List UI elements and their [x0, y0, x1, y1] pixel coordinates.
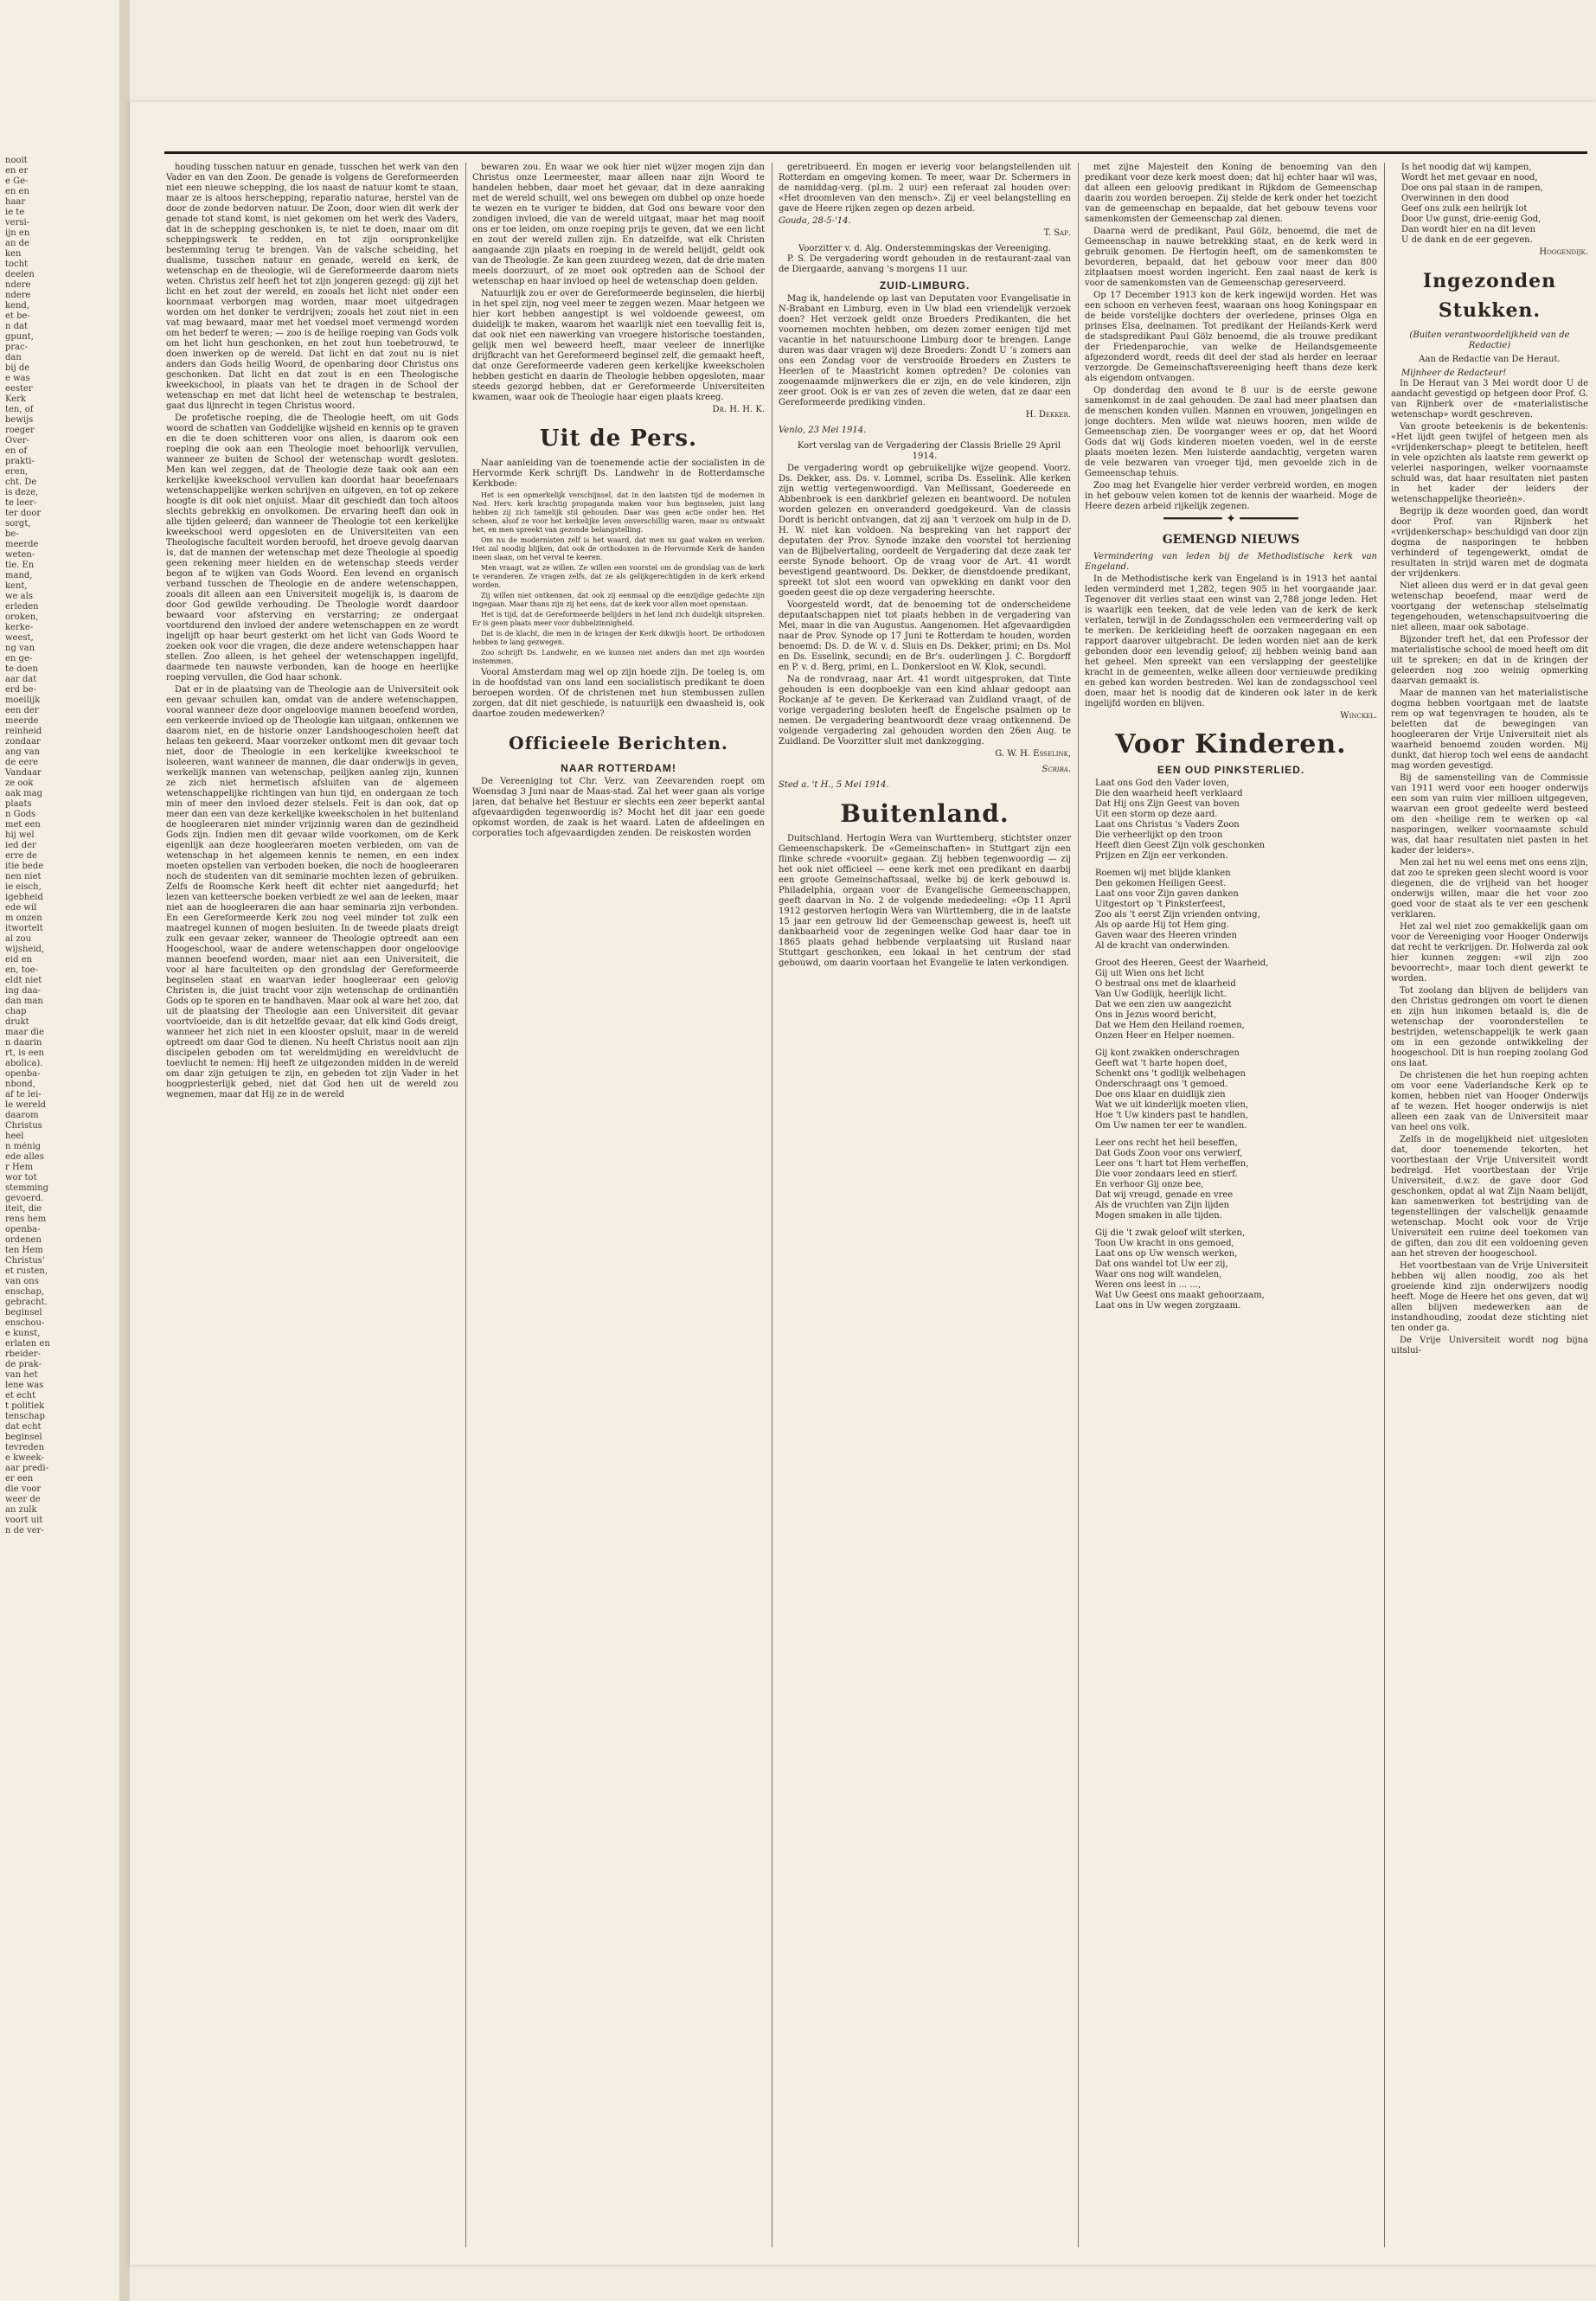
left-page-line-fragment: n dat [5, 322, 29, 331]
column-3 [779, 163, 1071, 2247]
poem-stanzas [1085, 779, 1377, 1311]
notice-place-date: Gouda, 28-5-'14. [779, 216, 851, 226]
left-page-line-fragment: et echt [5, 1391, 36, 1400]
zuid-limburg-place: Venlo, 23 Mei 1914. [779, 426, 867, 435]
left-page-line-fragment: e kweek- [5, 1453, 44, 1463]
letter-addressee: Aan de Redactie van De Heraut. [1419, 355, 1561, 364]
left-page-line-fragment: ede wil [5, 903, 37, 913]
left-page-line-fragment: aar dat [5, 675, 37, 684]
left-page-line-fragment: tevreden [5, 1443, 45, 1452]
paragraph: Begrijp ik deze woorden goed, dan wordt door Prof. van Rijnberk het «vrijdenkerschap» beschuldigd van door zijn dogma de nasporingen te hebben verhinderd of tegengewerkt, omdat de resultaten in strijd waren met de dogmata der vrijdenkers. [1391, 507, 1588, 579]
section-heading-buitenland: Buitenland. [840, 799, 1010, 828]
left-page-line-fragment: eren, [5, 467, 29, 477]
paragraph: Men zal het nu wel eens met ons eens zijn, dat zoo te spreken geen slecht woord is voor diegenen, die de vrijheid van het hooger onderwijs willen, maar die het voor zoo goed voor de staat als te ver een geschenk verklaren. [1391, 858, 1588, 920]
left-page-line-fragment: ede alles [5, 1152, 44, 1162]
column-1 [166, 163, 458, 2247]
gemengd-signature: Winckel. [1340, 711, 1377, 721]
left-page-line-fragment: van ons [5, 1277, 39, 1286]
left-page-line-fragment: n Gods [5, 810, 36, 819]
classis-more: Voorgesteld wordt, dat de benoeming tot de onderscheidene deputaatschappen niet tot plaats hebben in de vergadering van Mei, maar in die van Augustus. Aangenomen. Het afgevaardigden naar de Prov. Synode op 17 Juni te Rotterdam te houden, worden benoemd: Ds. D. de W. v. d. Sluis en Ds. Dekker, primi; en Ds. Mol en Ds. Esselink, secundi; en de Br's. ouderlingen J. C. Borgdorff en P. v. d. Berg, primi, en L. Donkersloot en W. Klok, secundi. [779, 600, 1071, 672]
left-page-line-fragment: aak mag [5, 789, 43, 798]
left-page-line-fragment: en of [5, 446, 28, 456]
poem-line: Gij uit Wien ons het licht [1095, 969, 1204, 978]
poem-line: Onderschraagt ons 't gemoed. [1095, 1080, 1228, 1089]
left-page-line-fragment: dat echt [5, 1422, 42, 1432]
left-page-line-fragment: gebracht. [5, 1298, 48, 1307]
left-page-line-fragment: ied der [5, 841, 36, 850]
classis-text: De vergadering wordt op gebruikelijke wijze geopend. Voorz. Ds. Dekker, ass. Ds. v. Lommel, scriba Ds. Esselink. Alle kerken zijn wettig vertegenwoordigd. Van Mellissant, Goedereede en Abbenbroek is een dankbrief gelezen en beantwoord. De notulen worden gelezen en onveranderd goedgekeurd. Van de classis Dordt is bericht ontvangen, dat zij aan 't verzoek om hulp in de D. H. W. niet kan voldoen. Na bespreking van het rapport der deputaten der Prov. Synode inzake den voorstel tot herziening van de Bijbelvertaling, oordeelt de Vergadering dat deze zaak ter eerste Synode behoort. Op de vraag voor de Art. 41 wordt bevestigend geantwoord. Ds. Dekker, de dienstdoende predikant, spreekt tot slot een woord van opwekking en dankt voor den goeden geest die op deze vergadering heerschte. [779, 464, 1071, 598]
left-page-line-fragment: moeilijk [5, 695, 41, 705]
poem-line: Dat Gods Zoon voor ons verwierf, [1095, 1149, 1243, 1158]
classis-heading: Kort verslag van de Vergadering der Classis Brielle 29 April 1914. [797, 441, 1061, 461]
paragraph: Zelfs in de mogelijkheid niet uitgesloten dat, door toenemende tekorten, het voortbestaan der Vrije Universiteit wordt bedreigd. Het voortbestaan der Vrije Universiteit, d.w.z. de gave door God geschonken, opdat al wat Zijn Naam belijdt, kan samenwerken tot bestrijding van de tegenstellingen der valschelijk genaamde wetenschap. Mocht ook voor de Vrije Universiteit een ruime deel toekomen van de giften, dan zou dit een voldoening geven aan het streven der hoogeschool. [1391, 1135, 1588, 1259]
left-page-line-fragment: wor tot [5, 1173, 37, 1183]
left-page-line-fragment: ordenen [5, 1235, 42, 1245]
left-page-line-fragment: ndere [5, 291, 31, 300]
poem-stanza [1095, 1138, 1377, 1221]
poem-line: Hoe 't Uw kinders past te handlen, [1095, 1111, 1248, 1120]
left-page-line-fragment: nen niet [5, 872, 42, 881]
left-page-line-fragment: Over- [5, 436, 29, 445]
left-page-line-fragment: hij wel [5, 830, 35, 840]
poem-line: Leer ons recht het heil beseffen, [1095, 1138, 1238, 1148]
left-page-line-fragment: t politiek [5, 1401, 45, 1411]
left-page-line-fragment: gevoerd. [5, 1194, 44, 1203]
paragraph: In De Heraut van 3 Mei wordt door U de aandacht gevestigd op hetgeen door Prof. G. van Rijnberk over de «materialistische wetenschap» wordt geschreven. [1391, 379, 1588, 420]
poem-line: Toon Uw kracht in ons gemoed, [1095, 1239, 1234, 1248]
left-page-line-fragment: roeger [5, 426, 35, 435]
poem-line: Gij kont zwakken onderschragen [1095, 1048, 1240, 1058]
article-signature: Dr. H. H. K. [712, 405, 765, 414]
poem-line: Dan wordt hier en na dit leven [1401, 225, 1536, 234]
left-page-line-fragment: die voor [5, 1484, 42, 1494]
left-page-line-fragment: tocht [5, 260, 29, 269]
left-page-line-fragment: en en [5, 187, 29, 196]
paragraph: Tot zoolang dan blijven de belijders van den Christus gedrongen om voort te dienen en zijn hun inkomen betaald is, die de wetenschap der vooronderstellen te bestrijden, wetenschappelijk te werk gaan om in een gezonde ontwikkeling der hoogeschool. Dit is hun roeping zoolang God ons laat. [1391, 986, 1588, 1068]
left-page-edge [0, 0, 121, 2301]
poem-line: Gij die 't zwak geloof wilt sterken, [1095, 1228, 1246, 1238]
left-page-line-fragment: ie te [5, 208, 25, 217]
left-page-line-fragment: bewijs [5, 415, 34, 425]
left-page-line-fragment: abolica). [5, 1059, 43, 1068]
left-page-line-fragment: erd be- [5, 685, 36, 695]
poem-line: Wat we uit kinderlijk moeten vlien, [1095, 1100, 1249, 1110]
poem-line: Heeft dien Geest Zijn volk geschonken [1095, 841, 1266, 850]
buitenland-text: Duitschland. Hertogin Wera van Wurttemberg, stichtster onzer Gemeenschapskerk. De «Gemeinschaften» in Stuttgart zijn een flinke schrede «vooruit» gegaan. Zij hebben tegenwoordig — zij het ook niet officieel — eene kerk met een predikant en daarbij een groote Gemeinschaftssaal, welke bij de kerk gebouwd is. Philadelphia, orgaan voor de Evangelische Gemeenschappen, geeft daarvan in No. 2 de volgende mededeeling: «Op 11 April 1912 gestorven hertogin Wera van Württemberg, die in de laatste 15 jaar een getrouw lid der Gemeenschap geweest is, heeft uit dankbaarheid voor de zegeningen welke God haar daar toe in 1865 plaats gehad hebbende verplaatsing uit Rusland naar Stuttgart geschonken, een lokaal in het centrum der stad gebouwd, om daarin voortaan het Evangelie te laten verkondigen. [779, 834, 1071, 968]
poem-line: Laat ons God den Vader loven, [1095, 779, 1230, 788]
poem-final-stanza [1391, 163, 1588, 246]
press-intro: Naar aanleiding van de toenemende actie der socialisten in de Hervormde Kerk schrijft Ds. Landwehr in de Rotterdamsche Kerkbode: [472, 458, 765, 489]
poem-stanza [1095, 779, 1377, 862]
paragraph: Men vraagt, wat ze willen. Ze willen een voorstel om de grondslag van de kerk te veranderen. Ze vragen zelfs, dat ze als gelijkgerechtigden in de kerk erkend worden. [472, 564, 765, 589]
column-rule [465, 163, 466, 2247]
left-page-line-fragment: bij de [5, 363, 30, 373]
left-page-line-fragment: daarom [5, 1111, 39, 1120]
poem-line: Schenkt ons 't godlijk welbehagen [1095, 1069, 1246, 1079]
buitenland-cont-1: met zijne Majesteit den Koning de benoeming van den predikant voor deze kerk moest doen; dat hij echter haar wil was, dat alleen een geloovig predikant in Rijkdom de Gemeenschap daarin zou worden beroepen. Zij stelde de kerk onder het toezicht van de gemeenschap en bepaalde, dat het gebouw tevens voor samenkomsten der Gemeenschap zal dienen. [1085, 163, 1377, 224]
paragraph: houding tusschen natuur en genade, tusschen het werk van den Vader en van den Zoon. De genade is volgens de Gereformeerden niet een nieuwe schepping, die los naast de natuur komt te staan, maar ze is altoos herschepping, reparatio naturae, herstel van de door de zonde bedorven natuur. De Zoon, door wien dit werk der genade tot stand komt, is niet gekomen om het werk des Vaders, dat in de schepping geschonken is, te niet te doen, maar om dit scheppingswerk te redden, en tot zijn oorspronkelijke bestemming terug te brengen. Van de valsche scheiding, het dualisme, tusschen natuur en genade, wereld en kerk, de wetenschap en de theologie, wil de Gereformeerde daarom niets weten. Christus zelf heeft het tot zijn jongeren gezegd: gij zijt het licht en het zout der wereld, en zooals het licht niet onder een koornmaat verborgen mag worden, maar moet uitgedragen worden om het donker te verdrijven; zooals het zout niet in een vat mag bewaard, maar met het voedsel moet vermengd worden om het bederf te weren; — zoo is de heilige roeping van Gods volk om het licht hun geschonken, en het zout hun toebetrouwd, te doen inwerken op de wereld. Dat licht en dat zout nu is niet anders dan Gods heilig Woord, de openbaring door Christus ons geschonken. Dat licht en dat zout is en een Theologische kweekschool, in plaats van het te dragen in de School der wetenschap en met dat licht heel de wetenschap te bestralen, gaat dus lijnrecht in tegen Christus woord. [166, 163, 458, 411]
left-page-line-fragment: mand, [5, 571, 33, 580]
poem-line: U de dank en de eer gegeven. [1401, 235, 1533, 245]
left-page-line-fragment: erleden [5, 602, 39, 612]
poem-line: Weren ons leest in ... ..., [1095, 1280, 1202, 1290]
left-page-line-fragment: igebheid [5, 893, 43, 902]
notice-ps: P. S. De vergadering wordt gehouden in de restaurant-zaal van de Diergaarde, aanvang 's morgens 11 uur. [779, 254, 1071, 274]
left-page-line-fragment: weest, [5, 633, 34, 643]
left-page-line-fragment: gpunt, [5, 332, 34, 342]
left-page-line-fragment: et rusten, [5, 1266, 48, 1276]
left-page-line-fragment: prac- [5, 343, 29, 352]
gemengd-subheading: Vermindering van leden bij de Methodistische kerk van Engeland. [1085, 552, 1377, 572]
paragraph: bewaren zou. En waar we ook hier niet wijzer mogen zijn dan Christus onze Leermeester, maar alleen naar zijn Woord te handelen hebben, daar moet het gevaar, dat in deze aanraking met de wereld schuilt, wel ons bewegen om dubbel op onze hoede te wezen en te vuriger te bidden, dat God ons beware voor den zondigen invloed, die van de wereld uitgaat, maar het mag nooit ons er toe leiden, om onze roeping prijs te geven, dat we een licht en zout der wereld zullen zijn. En datzelfde, wat elk Christen aangaande zijn plaats en roeping in de wereld belijdt, geldt ook van de Theologie. Ze kan geen zuurdeeg wezen, dat de drie maten meels doorzuurt, of ze moet ook optreden aan de School der wetenschap en haar invloed op heel de wetenschap doen gelden. [472, 163, 765, 286]
left-page-line-fragment: al zou [5, 934, 32, 944]
left-page-line-fragment: ijn en [5, 228, 30, 238]
paragraph: Van groote beteekenis is de bekentenis: «Het lijdt geen twijfel of hetgeen men als «vrijdenkerschap» pleegt te betitelen, heeft in vele opzichten als laatste rem gewerkt op velerlei nasporingen, welker voornaamste schuld was, dat haar resultaten niet pasten in het kader der leiders der wetenschappelijke theorieën». [1391, 422, 1588, 504]
poem-line: Onzen Heer en Helper noemen. [1095, 1031, 1235, 1041]
classis-place: Sted a. 't H., 5 Mei 1914. [779, 780, 889, 790]
left-page-line-fragment: en ge- [5, 654, 33, 663]
poem-line: Uit een storm op deze aard. [1095, 810, 1218, 819]
paragraph: Bij de samenstelling van de Commissie van 1911 werd voor een hooger onderwijs een som van ruim vier millioen uitgegeven, waarvan een groot gedeelte werd besteed om den «heilige rem te werken op «al nasporingen, welker voornaamste schuld was, dat haar resultaten niet pasten in het kader der leiders». [1391, 773, 1588, 856]
left-page-line-fragment: ze ook [5, 779, 34, 788]
poem-line: Doe ons pal staan in de rampen, [1401, 183, 1543, 193]
left-page-line-fragment: maar die [5, 1028, 44, 1037]
left-page-text-fragments [5, 156, 107, 1536]
left-page-line-fragment: be- [5, 529, 19, 539]
left-page-line-fragment: ken [5, 249, 22, 259]
left-page-line-fragment: beginsel [5, 1433, 42, 1442]
left-page-line-fragment: eester [5, 384, 33, 394]
poem-line: Als op aarde Hij tot Hem ging. [1095, 920, 1229, 930]
notice-signature-role: Voorzitter v. d. Alg. Onderstemmingskas der Vereeniging. [798, 244, 1051, 253]
poem-stanza [1095, 1048, 1377, 1131]
poem-signature: Hoogendijk. [1539, 247, 1588, 257]
section-heading-ingezonden-stukken: Ingezonden Stukken. [1422, 270, 1557, 322]
header-rule [164, 151, 1587, 154]
left-page-line-fragment: n ménig [5, 1142, 42, 1151]
zuid-limburg-signature: H. Dekker. [1025, 410, 1071, 420]
notice-rotterdam-cont: geretribueerd. En mogen er ieverig voor belangstellenden uit Rotterdam en omgeving komen. Te meer, waar Dr. Schermers in de namiddag-verg. (pl.m. 2 uur) een referaat zal houden over: «Het droomleven van den mensch». Zij er veel belangstelling en gave de Heere rijken zegen op dezen arbeid. [779, 163, 1071, 214]
buitenland-cont-5: Zoo mag het Evangelie hier verder verbreid worden, en mogen in het gebouw velen komen tot de kennis der waarheid. Moge de Heere dezen arbeid rijkelijk zegenen. [1085, 481, 1377, 511]
poem-line: Den gekomen Heiligen Geest. [1095, 879, 1227, 888]
poem-line: Geef ons zulk een heilrijk lot [1401, 204, 1528, 214]
poem-line: Om Uw namen ter eer te wandlen. [1095, 1121, 1247, 1131]
left-page-line-fragment: een der [5, 706, 39, 715]
left-page-line-fragment: de eere [5, 758, 39, 767]
left-page-line-fragment: rt, is een [5, 1048, 44, 1058]
left-page-line-fragment: oroken, [5, 612, 39, 622]
paragraph: Het is tijd, dat de Gereformeerde belijders in het land zich duidelijk uitspreken. Er is geen plaats meer voor dubbelzinnigheid. [472, 611, 765, 627]
left-page-line-fragment: enschou- [5, 1318, 45, 1328]
left-page-line-fragment: kend, [5, 301, 29, 311]
paragraph: Natuurlijk zou er over de Gereformeerde beginselen, die hierbij in het spel zijn, nog veel meer te zeggen wezen. Maar hetgeen we hier kort hebben aangestipt is wel voldoende geweest, om duidelijk te maken, waarom het waarlijk niet een toevallig feit is, dat ook niet een nawerking van vroegere historische toestanden, gelijk men wel beweerd heeft, maar veeleer de innerlijke drijfkracht van het Gereformeerd beginsel zelf, die gemaakt heeft, dat onze Gereformeerde vaderen geen kerkelijke kweekscholen hebben gesticht en daarin de Theologie hebben opgesloten, maar steeds gezorgd hebben, dat er Gereformeerde Universiteiten kwamen, waar ook de Theologie haar eigen plaats kreeg. [472, 289, 765, 402]
left-page-line-fragment: erlaten en [5, 1339, 50, 1349]
left-page-line-fragment: Christus [5, 1121, 42, 1131]
notice-signature: T. Sap. [1043, 228, 1071, 238]
left-page-line-fragment: beginsel [5, 1308, 42, 1317]
column-4 [1085, 163, 1377, 2247]
press-quote [472, 491, 765, 666]
left-page-line-fragment: met een [5, 820, 41, 830]
letter-salutation: Mijnheer de Redacteur! [1401, 369, 1507, 378]
left-page-line-fragment: le wereld [5, 1100, 47, 1110]
right-page [130, 102, 1596, 2265]
left-page-line-fragment: ndere [5, 280, 31, 290]
poem-line: Dat Hij ons Zijn Geest van boven [1095, 799, 1240, 809]
poem-line: Dat wij vreugd, genade en vree [1095, 1190, 1234, 1200]
left-page-line-fragment: heel [5, 1131, 24, 1141]
left-page-line-fragment: te leer- [5, 498, 37, 508]
column-rule [1078, 163, 1079, 2247]
left-page-line-fragment: zondaar [5, 737, 41, 747]
column-rule [1384, 163, 1385, 2247]
left-page-line-fragment: itwortelt [5, 924, 43, 933]
left-page-line-fragment: ang van [5, 747, 41, 757]
poem-line: Doe ons klaar en duidlijk zien [1095, 1090, 1226, 1099]
paragraph: Het zal wel niet zoo gemakkelijk gaan om voor de Vereeniging voor Hooger Onderwijs dat recht te verkrijgen. Dr. Holwerda zal ook hier kunnen zeggen: «wil zijn zoo bevoorrecht», maar toch dient gewerkt te worden. [1391, 922, 1588, 984]
left-page-line-fragment: et be- [5, 311, 30, 321]
left-page-line-fragment: an de [5, 239, 29, 248]
left-page-line-fragment: en er [5, 166, 29, 176]
left-page-line-fragment: itie bede [5, 862, 44, 871]
left-page-line-fragment: openba- [5, 1069, 41, 1079]
left-page-line-fragment: kerke- [5, 623, 34, 632]
poem-line: Dat we Hem den Heiland roemen, [1095, 1021, 1245, 1030]
poem-line: En verhoor Gij onze bee, [1095, 1180, 1204, 1189]
left-page-line-fragment: weten- [5, 550, 35, 560]
poem-line: Leer ons 't hart tot Hem verheffen, [1095, 1159, 1249, 1169]
poem-line: Wordt het met gevaar en nood, [1401, 173, 1538, 183]
left-page-line-fragment: reinheid [5, 727, 42, 736]
poem-line: Van Uw Godlijk, heerlijk licht. [1095, 990, 1227, 999]
paragraph: Zoo schrijft Ds. Landwehr, en we kunnen niet anders dan met zijn woorden instemmen. [472, 649, 765, 665]
poem-line: Dat ons wandel tot Uw eer zij, [1095, 1259, 1228, 1269]
paragraph: Dat er in de plaatsing van de Theologie aan de Universiteit ook een gevaar schuilen kan, omdat van de andere wetenschappen, vooral wanneer deze door ongeloovige mannen beoefend worden, een verkeerde invloed op de Theologie kan uitgaan, ontkennen we daarom niet, en de historie onzer Landshoogescholen heeft dat helaas ten gekeerd. Maar voorzeker ontkomt men dit gevaar toch niet, door de Theologie in een kerkelijke kweekschool te isoleeren, want wanneer de mannen, die daar onderwijs in geven, werkelijk mannen van wetenschap, peiljken aanleg zijn, kunnen ze zich niet hermetisch afsluiten van de algemeen wetenschappelijke richtingen van hun tijd, en ondergaan ze toch min of meer den invloed dezer stelsels. Feit is dan ook, dat op meer dan een van deze kerkelijke kweekscholen in het buitenland de hoogleeraren niet minder vrijzinnig waren dan de gezindheid Gods zijn. Indien men dit gevaar wilde voorkomen, om de Kerk eigenlijk aan deze hoogleeraren moeten verbieden, om van de wetenschap in het algemeen kennis te nemen, en een index moeten opstellen van verboden boeken, die noch de hoogleeraren noch de studenten van dit seminarie mochten lezen of gebruiken. Zelfs de Roomsche Kerk heeft dit echter niet aangedurfd; het lezen van ketteersche boeken verbiedt ze wel aan de leeken, maar niet aan de hoogleeraren die aan haar seminaria zijn verbonden. En een Gereformeerde Kerk zou nog veel minder tot zulk een maatregel kunnen of mogen besluiten. In de tweede plaats dreigt zulk een gevaar zeker, wanneer de Theologie optreedt aan een Hoogeschool, waar de andere wetenschappen door ongeloovige mannen beoefend worden, maar niet aan een Universiteit, die voor al hare faculteiten op den grondslag der Gereformeerde beginselen staat en waarvan ieder hoogleeraar een gelovig Christen is, die juist tracht voor zijn wetenschap de ordinantiën Gods op te sporen en te handhaven. Maar ook al ware het zoo, dat uit de plaatsing der Theologie aan een Universiteit dit gevaar voortvloeide, dan is dit hetzelfde gevaar, dat elk kind Gods dreigt, wanneer het zich niet in een klooster opsluit, maar in de wereld optreedt om daar God te dienen. Nu heeft Christus nooit aan zijn discipelen geboden om tot wereldmijding en wereldvlucht de toevlucht te nemen: Hij heeft ze uitgezonden midden in de wereld om daar zijn getuigen te zijn, en gebeden tot zijn Vader in het hoogpriesterlijk gebed, niet dat God hen uit de wereld zou wegnemen, maar dat Hij ze in de wereld [166, 685, 458, 1099]
poem-line: Dat we een zien uw aangezicht [1095, 1000, 1232, 1009]
left-page-line-fragment: is deze, [5, 488, 39, 497]
letter-body [1391, 379, 1588, 1356]
press-closing: Vooral Amsterdam mag wel op zijn hoede zijn. De toeleg is, om in de hoofdstad van ons land een socialistisch predikant te doen beroepen worden. Of de christenen met hun stembussen zullen zorgen, dat dit niet geschiede, is natuurlijk een dwaasheid is, ook daartoe zouden medewerken? [472, 668, 765, 719]
poem-line: Zoo als 't eerst Zijn vrienden ontving, [1095, 910, 1260, 920]
left-page-line-fragment: e kunst, [5, 1329, 41, 1338]
section-heading-officieele-berichten: Officieele Berichten. [509, 733, 728, 753]
poem-line: Laat ons in Uw wegen zorgzaam. [1095, 1301, 1241, 1311]
left-page-line-fragment: meerde [5, 540, 39, 549]
left-page-line-fragment: e Ge- [5, 176, 29, 186]
paragraph: Het voortbestaan van de Vrije Universiteit hebben wij allen noodig, zoo als het groeiende kind zijn onderwijzers noodig heeft. Moge de Heere het ons geven, dat wij allen blijven medewerken aan de instandhouding, zoodat deze stichting niet ten onder ga. [1391, 1261, 1588, 1333]
left-page-line-fragment: erre de [5, 851, 37, 861]
left-page-line-fragment: tenschap [5, 1412, 45, 1421]
left-page-line-fragment: de prak- [5, 1360, 42, 1369]
poem-line: Uitgestort op 't Pinksterfeest, [1095, 900, 1226, 909]
left-page-line-fragment: eid en [5, 955, 33, 965]
left-page-line-fragment: af te lei- [5, 1090, 42, 1099]
left-page-line-fragment: iteit, die [5, 1204, 42, 1214]
left-page-line-fragment: deelen [5, 270, 35, 279]
poem-line: Mogen smaken in alle tijden. [1095, 1211, 1222, 1221]
buitenland-cont-4: Op donderdag den avond te 8 uur is de eerste gewone samenkomst in de zaal gehouden. De zaal had meer plaatsen dan de menschen konden vullen. Mannen en vrouwen, jongelingen en jonge dochters. Men wilde wat nieuws hooren, men wilde de Gemeenschap zien. De voorganger wees er op, dat het Woord Gods dat wij Gods kinderen moeten voeden, wel in de eerste plaats moeten lezen. Men luisterde aandachtig, vergeten waren de vele bezwaren van vroeger tijd, men gevoelde zich in de Gemeenschap tehuis. [1085, 386, 1377, 478]
article-continued [472, 163, 765, 403]
poem-title: EEN OUD PINKSTERLIED. [1157, 764, 1305, 776]
paragraph: Dat is de klacht, die men in de kringen der Kerk dikwijls hoort. De orthodoxen hebben te lang gezwegen. [472, 630, 765, 646]
poem-line: Waar ons nog wilt wandelen, [1095, 1270, 1222, 1279]
classis-end: Na de rondvraag, naar Art. 41 wordt uitgesproken, dat Tinte gehouden is een doopboekje van een kind ahlaar gedoopt aan Rockanje af te geven. De Kerkeraad van Zuidland vraagt, of de vorige vergadering besloten heeft de Engelsche psalmen op te nemen. De vergadering beantwoordt deze vraag ontkennend. De volgende vergadering zal gehouden worden den 26en Aug. te Zuidland. De Voorzitter sluit met dankzegging. [779, 675, 1071, 747]
poem-line: Die voor zondaars leed en stierf. [1095, 1170, 1238, 1179]
left-page-line-fragment: Kerk [5, 394, 26, 404]
ingezonden-disclaimer: (Buiten verantwoordelijkheid van de Redactie) [1409, 330, 1570, 350]
left-page-line-fragment: plaats [5, 799, 32, 809]
poem-line: Ons in Jezus woord bericht, [1095, 1010, 1217, 1020]
poem-line: Is het noodig dat wij kampen, [1401, 163, 1532, 172]
paragraph: Maar de mannen van het materialistische dogma hebben voortgaan met de laatste rem op wat tegenvragen te houden, als te beletten dat de bewegingen van hoogleeraren der Vrije Universiteit niet als waarheid benoemd zouden worden. Mij dunkt, dat hierop toch wel eens de aandacht mag worden gevestigd. [1391, 689, 1588, 771]
column-2 [472, 163, 765, 2247]
paragraph: De profetische roeping, die de Theologie heeft, om uit Gods woord de schatten van Goddelijke wijsheid en kennis op te graven en die te doen schitteren voor ons allen, is daarom ook een roeping die ook aan een Theologie moet behoorlijk vervullen, wanneer ze buiten de School der wetenschap wordt gesloten. Men kan wel zeggen, dat de Theologie deze taak ook aan een kerkelijke kweekschool vervullen kan doordat haar beoefenaars wetenschappelijke werken schrijven en uitgeven, en tot op zekere hoogte is dit ook niet onjuist. Maar dit geschiedt dan toch altoos slechts gebrekkig en onvolkomen. De ervaring heeft dan ook in alle tijden geleerd; dan wanneer de Theologie tot een kerkelijke kweekschool werd opgesloten en de Universiteiten van een Theologische faculteit worden beroofd, het droeve gevolg daarvan is, dat de mannen der wetenschap met deze Theologie al spoedig geen rekening meer hielden en de wetenschap steeds verder begon af te wijken van Gods Woord. Een levend en organisch verband tusschen de Theologie en de andere wetenschappen, zooals dit alleen aan een Universiteit mogelijk is, is daarom de door God gewilde verhouding. De Theologie wordt daardoor bewaard voor afsterving en verstarring; ze ondergaat voortdurend den invloed der andere wetenschappen en ze wordt ingelijft op haar beurt gesterkt om het licht van Gods Woord te zoeken ook voor die vragen, die deze andere wetenschappen haar stellen. Zoo alleen, is het geheel der wetenschappen ingelijfd, daarmede ten nauwste verbonden, kan de hooge en heerlijke roeping vervullen, die God haar schonk. [166, 413, 458, 683]
poem-line: Als de vruchten van Zijn lijden [1095, 1201, 1230, 1210]
left-page-line-fragment: versi- [5, 218, 30, 228]
left-page-line-fragment: er een [5, 1474, 34, 1484]
poem-line: Al de kracht van onderwinden. [1095, 941, 1231, 951]
left-page-line-fragment: ten Hem [5, 1246, 43, 1255]
left-page-line-fragment: lene was [5, 1381, 44, 1390]
poem-line: Laat ons op Uw wensch werken, [1095, 1249, 1238, 1259]
notice-rotterdam-text: De Vereeniging tot Chr. Verz. van Zeevarenden roept om Woensdag 3 Juni naar de Maas-stad. Zal het weer gaan als vorige jaren, dat behalve het Bestuur er slechts een zeer beperkt aantal afgevaardigden tegenwoordig is? Mocht het dit jaar een goede opkomst worden, de zaak is het waard. Laten de afdeelingen en corporaties toch afgevaardigden zenden. De reiskosten worden [472, 777, 765, 838]
section-heading-voor-kinderen: Voor Kinderen. [1115, 729, 1347, 760]
zuid-limburg-text: Mag ik, handelende op last van Deputaten voor Evangelisatie in N-Brabant en Limburg, even in Uw blad een vriendelijk verzoek doen? Het verzoek geldt onze Broeders Predikanten, die het voornemen mochten hebben, om dezen zomer eenigen tijd met vacantie in het natuurschoone Limburg door te brengen. Lange duren was daar vragen wij deze Broeders: Zondt U ’s zomers aan ons een Zondag voor de verstrooide Broeders en Zusters te Heerlen of te Maastricht komen optreden? De colonies van zoogenaamde mijnwerkers die er zijn, en de vele kinderen, zijn zeer groot. Ook is er van zes of zeven die weten, dat ze daar een Gereformeerde prediking vinden. [779, 294, 1071, 407]
poem-line: O bestraal ons met de klaarheid [1095, 979, 1236, 989]
section-heading-zuid-limburg: ZUID-LIMBURG. [879, 279, 971, 292]
left-page-line-fragment: ng van [5, 644, 35, 653]
paragraph: Om nu de modernisten zelf is het waard, dat men nu gaat waken en werken. Het zal noodig blijken, dat ook de orthodoxen in de Hervormde Kerk de handen ineen slaan, om het verval te keeren. [472, 536, 765, 561]
left-page-line-fragment: an zulk [5, 1505, 37, 1515]
left-page-line-fragment: dan man [5, 997, 43, 1006]
left-page-line-fragment: haar [5, 197, 26, 207]
left-page-line-fragment: n de ver- [5, 1526, 44, 1535]
poem-stanza [1095, 958, 1377, 1042]
left-page-line-fragment: m onzen [5, 913, 42, 923]
left-page-line-fragment: rbeider- [5, 1349, 41, 1359]
left-page-line-fragment: tie. En [5, 561, 35, 570]
left-page-line-fragment: te doen [5, 664, 38, 674]
left-page-line-fragment: en, toe- [5, 965, 39, 975]
paragraph: Het is een opmerkelijk verschijnsel, dat in den laatsten tijd de modernen in Ned. Herv. kerk krachtig propaganda maken voor hun beginselen, juist lang hebben zij zich tamelijk stil gehouden. Daar was geen actie onder hen. Het scheen, alsof ze voor het kerkelijke leven onverschillig waren, maar nu ontwaakt het, en men spreekt van gezonde belangstelling. [472, 491, 765, 534]
buitenland-cont-3: Op 17 December 1913 kon de kerk ingewijd worden. Het was een schoon en verheven feest, waaraan ons hoog Koningspaar en de beide vorstelijke dochters der overledene, prinses Olga en prinses Elsa, deelnamen. Tot predikant der Heilands-Kerk werd de stadspredikant Paul Gölz benoemd, die als trouwe predikant der Friedenparochie, van welke de Heilandsgemeente afgezonderd wordt, reeds dit deel der stad als herder en leeraar verzorgde. De Gemeinschaftsvereeniging heeft thans deze kerk als eigendom ontvangen. [1085, 291, 1377, 383]
classis-signature: G. W. H. Esselink, [995, 749, 1071, 759]
left-page-line-fragment: aar predi- [5, 1464, 48, 1473]
poem-line: Laat ons voor Zijn gaven danken [1095, 889, 1239, 899]
poem-stanza [1095, 868, 1377, 952]
left-page-line-fragment: van het [5, 1370, 38, 1380]
poem-line: Gaven waar des Heeren vrinden [1095, 931, 1237, 940]
column-5 [1391, 163, 1588, 2247]
poem-line: Geeft wat 't harte hopen doet, [1095, 1059, 1227, 1068]
paragraph: De Vrije Universiteit wordt nog bijna uitslui- [1391, 1336, 1588, 1356]
poem-line: Laat ons Christus 's Vaders Zoon [1095, 820, 1240, 830]
poem-line: Overwinnen in den dood [1401, 194, 1509, 203]
poem-line: Roemen wij met blijde klanken [1095, 868, 1231, 878]
left-page-line-fragment: rens hem [5, 1215, 47, 1224]
left-page-line-fragment: e was [5, 374, 30, 383]
paragraph: Bijzonder treft het, dat een Professor der materialistische school de moed heeft om dit uit te spreken; en dat in de kringen der geleerden nog zoo weinig opmerking daarvan gemaakt is. [1391, 635, 1588, 686]
left-page-line-fragment: eldt niet [5, 976, 42, 985]
section-heading-gemengd-nieuws: GEMENGD NIEUWS [1162, 533, 1300, 547]
gemengd-text: In de Methodistische kerk van Engeland is in 1913 het aantal leden verminderd met 1,282, tegen 905 in het voorgaande jaar. Tegenover dit verlies staat een winst van 2,788 jonge leden. Het is waarlijk een teeken, dat de vele leden van de kerk de kerk verlaten, terwijl in de Zondagsscholen een vermeerdering valt op te merken. De kerkleiding heeft de oorzaken nagegaan en een rapport daarover uitgebracht. De leden worden niet aan de kerk gebonden door een levendig geloof; zij hebben weinig band aan het geheel. Men spreekt van een verslapping der geestelijke kracht in de gemeenten, welke alleen door vernieuwde prediking en gebed kan worden bestreden. Wel kan de zondagsschool veel doen, maar het is noodig dat de kinderen ook later in de kerk ingelijfd worden en blijven. [1085, 574, 1377, 708]
left-page-line-fragment: ter door [5, 509, 42, 518]
left-page-line-fragment: stemming [5, 1183, 49, 1193]
poem-line: Groot des Heeren, Geest der Waarheid, [1095, 958, 1269, 968]
left-page-line-fragment: enschap, [5, 1287, 45, 1297]
poem-line: Door Uw gunst, drie-eenig God, [1401, 215, 1542, 224]
left-page-line-fragment: nbond, [5, 1080, 35, 1089]
poem-stanza [1095, 1228, 1377, 1311]
left-page-line-fragment: we als [5, 592, 33, 601]
left-page-line-fragment: Vandaar [5, 768, 42, 778]
left-page-line-fragment: kent, [5, 581, 28, 591]
paragraph: Niet alleen dus werd er in dat geval geen wetenschap beoefend, maar werd de voortgang der wetenschap stelselmatig tegengehouden, wetenschapsuitvoering die niet alleen, maar ook sabotage. [1391, 581, 1588, 632]
poem-line: Prijzen en Zijn eer verkonden. [1095, 851, 1228, 861]
classis-signature-role: Scriba. [1042, 765, 1071, 774]
left-page-line-fragment: ing daa- [5, 986, 41, 996]
ornament-rule: ━━━━━━━━ ✦ ━━━━━━━━ [1163, 512, 1298, 526]
left-page-line-fragment: nooit [5, 156, 28, 165]
left-page-line-fragment: meerde [5, 716, 39, 726]
left-page-line-fragment: ten, of [5, 405, 34, 414]
left-page-line-fragment: sorgt, [5, 519, 31, 529]
left-page-line-fragment: wijsheid, [5, 945, 45, 954]
left-page-line-fragment: prakti- [5, 457, 35, 466]
left-page-line-fragment: r Hem [5, 1163, 34, 1172]
left-page-line-fragment: openba- [5, 1225, 41, 1234]
poem-line: Die den waarheid heeft verklaard [1095, 789, 1243, 798]
left-page-line-fragment: drukt [5, 1017, 29, 1027]
notice-heading-rotterdam: NAAR ROTTERDAM! [561, 762, 676, 774]
left-page-line-fragment: chap [5, 1007, 27, 1016]
left-page-line-fragment: ie eisch, [5, 882, 42, 892]
poem-line: Wat Uw Geest ons maakt gehoorzaam, [1095, 1291, 1265, 1300]
paragraph: De christenen die het hun roeping achten om voor eene Vaderlandsche Kerk op te komen, hebben niet van Hooger Onderwijs af te wezen. Het hooger onderwijs is niet alleen een zaak van de Universiteit maar van heel ons volk. [1391, 1071, 1588, 1132]
page-spine [119, 0, 130, 2301]
left-page-line-fragment: dan [5, 353, 22, 362]
left-page-line-fragment: voort uit [5, 1516, 43, 1525]
left-page-line-fragment: weer de [5, 1495, 41, 1504]
left-page-line-fragment: Christus' [5, 1256, 45, 1266]
poem-line: Die verheerlijkt op den troon [1095, 830, 1223, 840]
buitenland-cont-2: Daarna werd de predikant, Paul Gölz, benoemd, die met de Gemeenschap in nauwe betrekking staat, en de kerk werd in gebruik genomen. De Hertogin heeft, om de samenkomsten te bevorderen, bepaald, dat het gebouw voor meer dan 800 zitplaatsen moest worden ingericht. Een zaal naast de kerk is voor de samenkomsten van de Gemeenschap gereserveerd. [1085, 227, 1377, 288]
paragraph: Zij willen niet ontkennen, dat ook zij eenmaal op die eenzijdige gedachte zijn ingegaan. Maar thans zijn zij het eens, dat de kerk voor allen moet openstaan. [472, 592, 765, 608]
left-page-line-fragment: n daarin [5, 1038, 42, 1048]
section-heading-uit-de-pers: Uit de Pers. [539, 426, 698, 452]
left-page-line-fragment: cht. De [5, 478, 37, 487]
